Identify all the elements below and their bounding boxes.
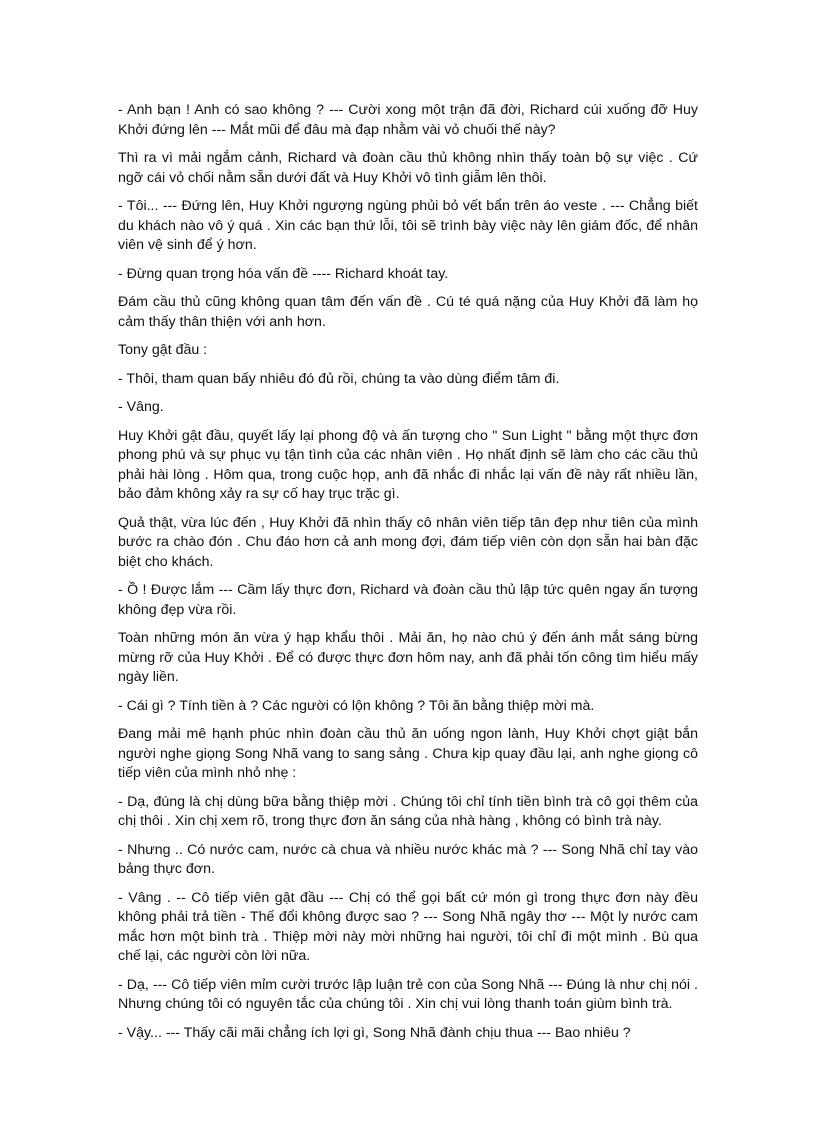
paragraph: - Cái gì ? Tính tiền à ? Các người có lộn không ? Tôi ăn bằng thiệp mời mà. — [118, 697, 595, 714]
paragraph: - Dạ, --- Cô tiếp viên mỉm cười trước lập luận trẻ con của Song Nhã --- Đúng là như chị nói . Nhưng chúng tôi có nguyên tắc của chúng tôi . Xin chị vui lòng thanh toán giùm bình trà. — [118, 976, 698, 1012]
paragraph: - Tôi... --- Đứng lên, Huy Khởi ngượng ngùng phủi bỏ vết bẩn trên áo veste . --- Chẳng biết du khách nào vô ý quá . Xin các bạn thứ lỗi, tôi sẽ trình bày việc này lên giám đốc, để nhân viên vệ sinh để ý hơn. — [118, 198, 698, 253]
paragraph: Thì ra vì mải ngắm cảnh, Richard và đoàn cầu thủ không nhìn thấy toàn bộ sự việc . Cứ ngỡ cái vỏ chối nằm sẵn dưới đất và Huy Khởi vô tình giẫm lên thôi. — [118, 150, 698, 186]
paragraph: - Ồ ! Được lắm --- Cầm lấy thực đơn, Richard và đoàn cầu thủ lập tức quên ngay ấn tượng không đẹp vừa rồi. — [118, 582, 698, 618]
paragraph: - Vâng. — [118, 399, 164, 415]
paragraph: - Nhưng .. Có nước cam, nước cà chua và nhiều nước khác mà ? --- Song Nhã chỉ tay vào bảng thực đơn. — [118, 841, 698, 877]
paragraph: Đang mải mê hạnh phúc nhìn đoàn cầu thủ ăn uống ngon lành, Huy Khởi chợt giật bắn người nghe giọng Song Nhã vang to sang sảng . Chưa kịp quay đầu lại, anh nghe giọng cô tiếp viên của mình nhỏ nhẹ : — [118, 726, 698, 781]
paragraph: - Thôi, tham quan bấy nhiêu đó đủ rồi, chúng ta vào dùng điểm tâm đi. — [118, 370, 560, 387]
document-page — [118, 101, 698, 1052]
paragraph: Huy Khởi gật đầu, quyết lấy lại phong độ và ấn tượng cho " Sun Light " bằng một thực đơn phong phú và sự phục vụ tận tình của các nhân viên . Họ nhất định sẽ làm cho các cầu thủ phải hài lòng . Hôm qua, trong cuộc họp, anh đã nhắc đi nhắc lại vấn đề này rất nhiều lần, bảo đảm không xảy ra sự cố hay trục trặc gì. — [118, 427, 698, 502]
paragraph: Toàn những món ăn vừa ý hạp khẩu thôi . Mải ăn, họ nào chú ý đến ánh mắt sáng bừng mừng rỡ của Huy Khởi . Để có được thực đơn hôm nay, anh đã phải tốn công tìm hiểu mấy ngày liền. — [118, 630, 698, 685]
paragraph: - Anh bạn ! Anh có sao không ? --- Cười xong một trận đã đời, Richard cúi xuống đỡ Huy Khởi đứng lên --- Mắt mũi để đâu mà đạp nhằm vài vỏ chuối thế này? — [118, 102, 698, 138]
paragraph: - Vậy... --- Thấy cãi mãi chẳng ích lợi gì, Song Nhã đành chịu thua --- Bao nhiêu ? — [118, 1024, 631, 1041]
paragraph: - Đừng quan trọng hóa vấn đề ---- Richard khoát tay. — [118, 265, 449, 282]
paragraph: Tony gật đầu : — [118, 342, 208, 358]
paragraph: - Vâng . -- Cô tiếp viên gật đầu --- Chị có thể gọi bất cứ món gì trong thực đơn này đều không phải trả tiền - Thế đổi không được sao ? --- Song Nhã ngây thơ --- Một ly nước cam mắc hơn một bình trà . Thiệp mời này mời những hai người, tôi chỉ đi một mình . Bù qua chế lại, các người còn lời nữa. — [118, 889, 698, 964]
paragraph: - Dạ, đúng là chị dùng bữa bằng thiệp mời . Chúng tôi chỉ tính tiền bình trà cô gọi thêm của chị thôi . Xin chị xem rõ, trong thực đơn ăn sáng của nhà hàng , không có bình trà này. — [118, 793, 698, 829]
paragraph: Quả thật, vừa lúc đến , Huy Khởi đã nhìn thấy cô nhân viên tiếp tân đẹp như tiên của mình bước ra chào đón . Chu đáo hơn cả anh mong đợi, đám tiếp viên còn dọn sẵn hai bàn đặc biệt cho khách. — [118, 514, 698, 570]
paragraph: Đám cầu thủ cũng không quan tâm đến vấn đề . Cú té quá nặng của Huy Khởi đã làm họ cảm thấy thân thiện với anh hơn. — [118, 294, 698, 330]
